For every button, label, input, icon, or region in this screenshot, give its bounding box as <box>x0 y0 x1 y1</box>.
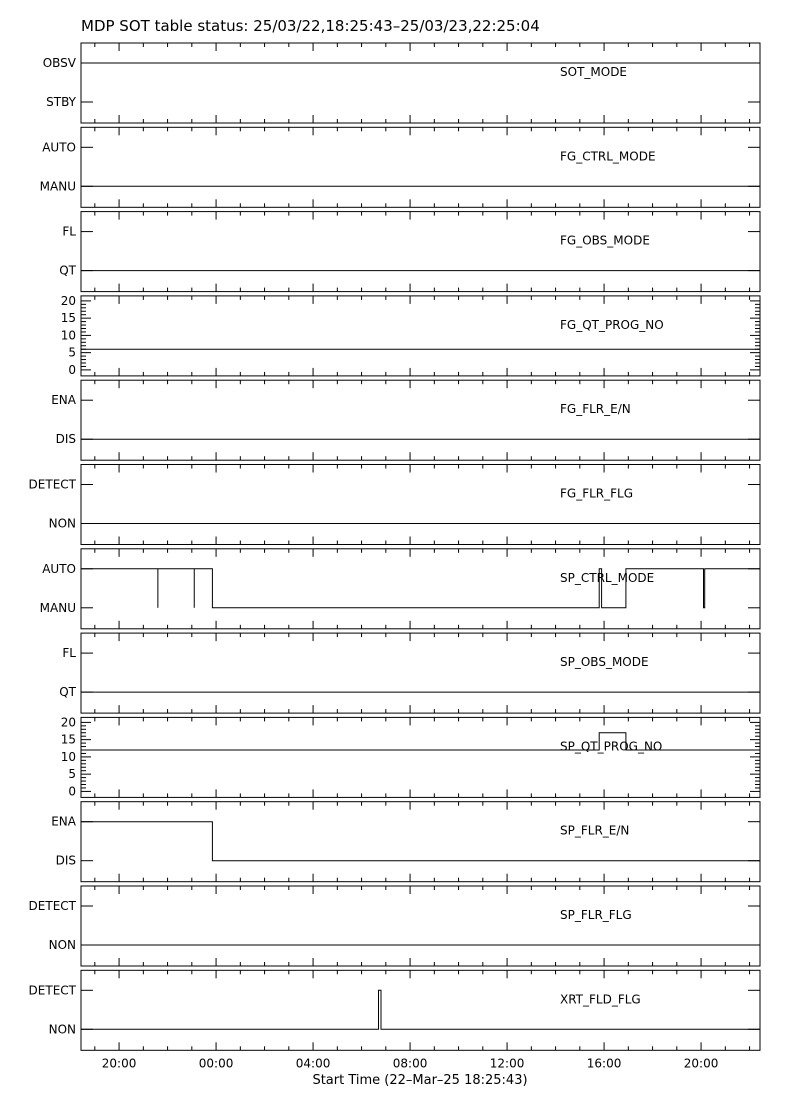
panel-fg-ctrl-mode <box>40 127 760 207</box>
y-tick-label: 0 <box>68 362 76 377</box>
panel-sp-flr-flg <box>29 886 760 966</box>
y-tick-label: QT <box>59 263 76 278</box>
y-tick-label: QT <box>59 685 76 700</box>
chart-title: MDP SOT table status: 25/03/22,18:25:43–25/03/23,22:25:04 <box>81 17 540 35</box>
panels-group <box>29 43 760 1050</box>
x-tick-label: 16:00 <box>586 1056 622 1071</box>
panel-name: SP_OBS_MODE <box>560 655 649 670</box>
panel-sp-obs-mode <box>59 633 760 713</box>
y-tick-label: DIS <box>55 853 76 868</box>
panel-frame <box>81 380 760 460</box>
y-tick-label: NON <box>48 516 76 531</box>
panel-frame <box>81 633 760 713</box>
panel-name: FG_OBS_MODE <box>560 233 650 248</box>
panel-frame <box>81 970 760 1050</box>
series-line <box>81 990 760 1029</box>
x-tick-label: 00:00 <box>198 1056 234 1071</box>
panel-name: SP_QT_PROG_NO <box>560 739 663 754</box>
y-tick-label: FL <box>62 646 76 661</box>
panel-name: SP_FLR_FLG <box>560 908 632 922</box>
series-line <box>81 569 760 608</box>
panel-frame <box>81 296 760 376</box>
x-tick-label: 20:00 <box>683 1056 719 1071</box>
panel-name: FG_FLR_E/N <box>560 402 631 417</box>
x-tick-label: 04:00 <box>295 1056 331 1071</box>
panel-frame <box>81 886 760 966</box>
x-axis-label: Start Time (22–Mar–25 18:25:43) <box>312 1073 528 1088</box>
y-tick-label: ENA <box>51 393 76 408</box>
y-tick-label: 15 <box>60 732 76 747</box>
x-tick-label: 12:00 <box>489 1056 525 1071</box>
y-tick-label: 10 <box>60 328 76 343</box>
y-tick-label: OBSV <box>42 56 76 70</box>
y-tick-label: AUTO <box>42 140 76 155</box>
y-tick-label: 10 <box>60 749 76 764</box>
panel-fg-obs-mode <box>59 212 760 292</box>
panel-fg-flr-flg <box>29 465 760 545</box>
panel-frame <box>81 717 760 797</box>
y-tick-label: 20 <box>60 293 76 308</box>
panel-name: SP_FLR_E/N <box>560 823 630 838</box>
panel-frame <box>81 549 760 629</box>
y-tick-label: MANU <box>39 600 76 615</box>
y-tick-label: 5 <box>68 345 76 360</box>
y-tick-label: ENA <box>51 814 76 829</box>
panel-name: SP_CTRL_MODE <box>560 570 655 585</box>
y-tick-label: 0 <box>68 784 76 799</box>
panel-name: SOT_MODE <box>560 65 628 79</box>
panel-sp-ctrl-mode <box>40 549 760 629</box>
panel-sp-flr-e-n <box>51 802 760 882</box>
y-tick-label: FL <box>62 224 76 239</box>
y-tick-label: DIS <box>55 432 76 447</box>
x-tick-label: 08:00 <box>392 1056 428 1071</box>
panel-sot-mode <box>43 43 760 123</box>
y-tick-label: 15 <box>60 311 76 326</box>
y-tick-label: DETECT <box>28 477 76 492</box>
y-tick-label: 5 <box>68 767 76 782</box>
panel-frame <box>81 43 760 123</box>
y-tick-label: MANU <box>39 179 76 194</box>
x-axis <box>102 1056 719 1070</box>
y-tick-label: 20 <box>60 715 76 730</box>
panel-fg-flr-e-n <box>51 380 760 460</box>
panel-name: FG_QT_PROG_NO <box>560 317 664 332</box>
y-tick-label: DETECT <box>28 983 76 998</box>
y-tick-label: STBY <box>46 95 76 109</box>
x-tick-label: 20:00 <box>101 1056 137 1071</box>
panel-fg-qt-prog-no <box>61 294 760 377</box>
panel-frame <box>81 802 760 882</box>
y-tick-label: AUTO <box>42 561 76 576</box>
panel-name: XRT_FLD_FLG <box>560 992 641 1007</box>
panel-frame <box>81 212 760 292</box>
series-line <box>81 822 760 861</box>
panel-sp-qt-prog-no <box>61 715 760 798</box>
panel-xrt-fld-flg <box>29 970 760 1050</box>
y-tick-label: DETECT <box>28 899 76 913</box>
y-tick-label: NON <box>48 938 76 952</box>
y-tick-label: NON <box>48 1022 76 1037</box>
panel-frame <box>81 127 760 207</box>
panel-name: FG_FLR_FLG <box>560 486 634 501</box>
panel-name: FG_CTRL_MODE <box>560 149 656 164</box>
panel-frame <box>81 465 760 545</box>
